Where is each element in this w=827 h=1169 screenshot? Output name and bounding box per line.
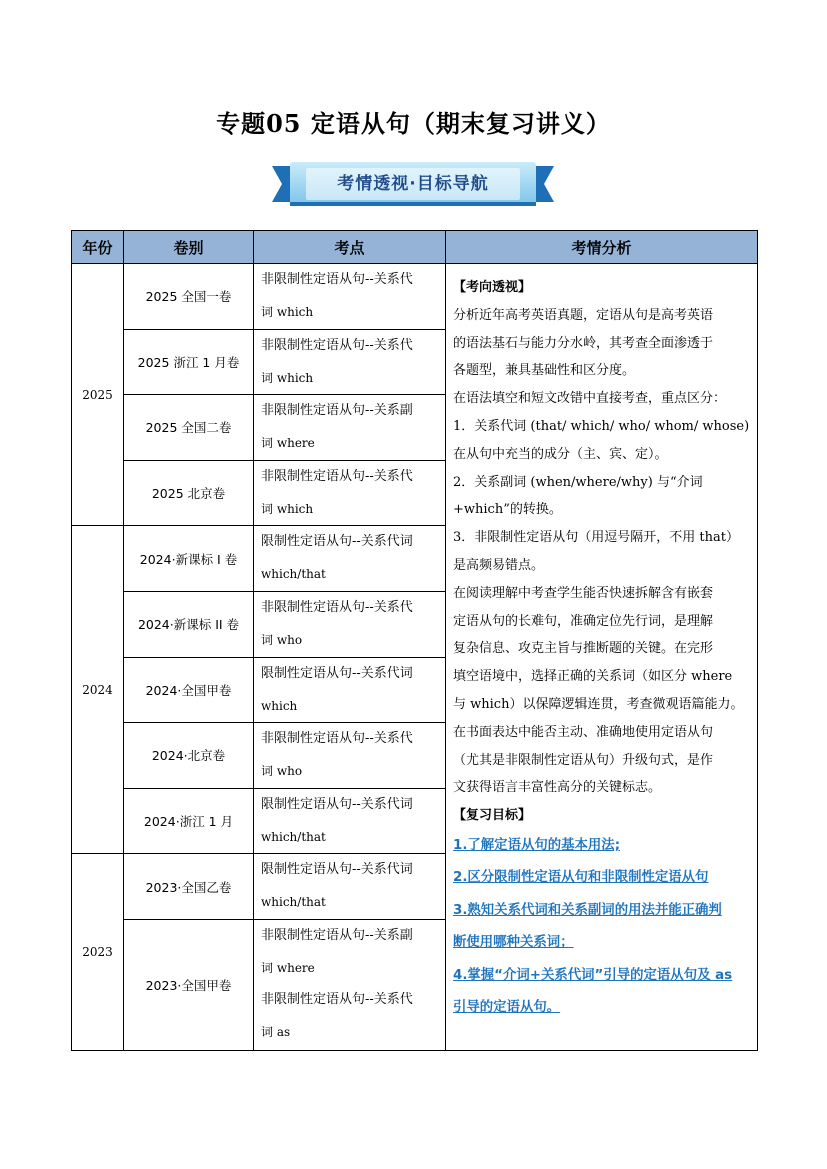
goal-item: 3.熟知关系代词和关系副词的用法并能正确判 [453,902,722,918]
year-cell: 2025 [72,264,124,526]
goal-item: 断使用哪种关系词； [453,935,574,951]
point-cell: 非限制性定语从句--关系副 词 where [254,395,446,461]
point-cell: 非限制性定语从句--关系代 词 who [254,591,446,657]
header-exam: 卷别 [124,231,254,264]
goals-heading: 【复习目标】 [453,808,532,824]
header-analysis: 考情分析 [446,231,758,264]
header-point: 考点 [254,231,446,264]
goal-item: 1.了解定语从句的基本用法; [453,837,621,853]
header-year: 年份 [72,231,124,264]
point-cell: 非限制性定语从句--关系代 词 which [254,264,446,330]
point-cell: 限制性定语从句--关系代词 which/that [254,526,446,592]
exam-cell: 2025 北京卷 [124,460,254,526]
exam-cell: 2025 全国一卷 [124,264,254,330]
goal-item: 引导的定语从句。 [453,1000,561,1016]
page-title: 专题05 定语从句（期末复习讲义） [216,109,611,138]
section-banner [272,158,554,210]
exam-cell: 2024·新课标 II 卷 [124,591,254,657]
exam-cell: 2023·全国乙卷 [124,854,254,920]
year-cell: 2023 [72,854,124,1051]
point-cell: 限制性定语从句--关系代词 which/that [254,854,446,920]
exam-analysis-table [71,230,758,1051]
exam-cell: 2025 全国二卷 [124,395,254,461]
exam-cell: 2025 浙江 1 月卷 [124,329,254,395]
point-cell: 非限制性定语从句--关系代 词 who [254,723,446,789]
exam-cell: 2024·全国甲卷 [124,657,254,723]
point-cell: 非限制性定语从句--关系代 词 which [254,329,446,395]
point-cell: 限制性定语从句--关系代词 which/that [254,788,446,854]
table-row [72,264,758,330]
exam-cell: 2023·全国甲卷 [124,919,254,1050]
exam-cell: 2024·浙江 1 月 [124,788,254,854]
analysis-heading: 【考向透视】 [453,280,532,295]
goal-item: 4.掌握“介词+关系代词”引导的定语从句及 as [453,967,733,983]
point-cell: 非限制性定语从句--关系代 词 which [254,460,446,526]
year-cell: 2024 [72,526,124,854]
banner-text: 考情透视·目标导航 [337,174,489,194]
exam-cell: 2024·北京卷 [124,723,254,789]
table-header-row [72,231,758,264]
exam-cell: 2024·新课标 I 卷 [124,526,254,592]
point-cell: 限制性定语从句--关系代词 which [254,657,446,723]
goal-item: 2.区分限制性定语从句和非限制性定语从句 [453,870,709,886]
analysis-cell: 【考向透视】 分析近年高考英语真题，定语从句是高考英语 的语法基石与能力分水岭，其考查全面渗透于 各题型，兼具基础性和区分度。 在语法填空和短文改错中直接考查，重点区分： 1．关系代词 (that/ which/ who/ whom/ whose) 在从句中充当的成分（主、宾、定）。 2．关系副词 (when/where/why) 与“介词 +which”的转换。 3．非限制性定语从句（用逗号隔开，不用 that） 是高频易错点。 在阅读理解中考查学生能否快速拆解含有嵌套 定语从句的长难句，准确定位先行词，是理解 复杂信息、攻克主旨与推断题的关键。在完形 填空语境中，选择正确的关系词（如区分 where 与 which）以保障逻辑连贯，考查微观语篇能力。 在书面表达中能否主动、准确地使用定语从句 （尤其是非限制性定语从句）升级句式，是作 文获得语言丰富性高分的关键标志。 【复习目标】 1.了解定语从句的基本用法; 2.区分限制性定语从句和非限制性定语从句 3.熟知关系代词和关系副词的用法并能正确判 断使用哪种关系词； 4.掌握“介词+关系代词”引导的定语从句及 as 引导的定语从句。 [446,264,758,1051]
point-cell: 非限制性定语从句--关系副 词 where 非限制性定语从句--关系代 词 as [254,919,446,1050]
